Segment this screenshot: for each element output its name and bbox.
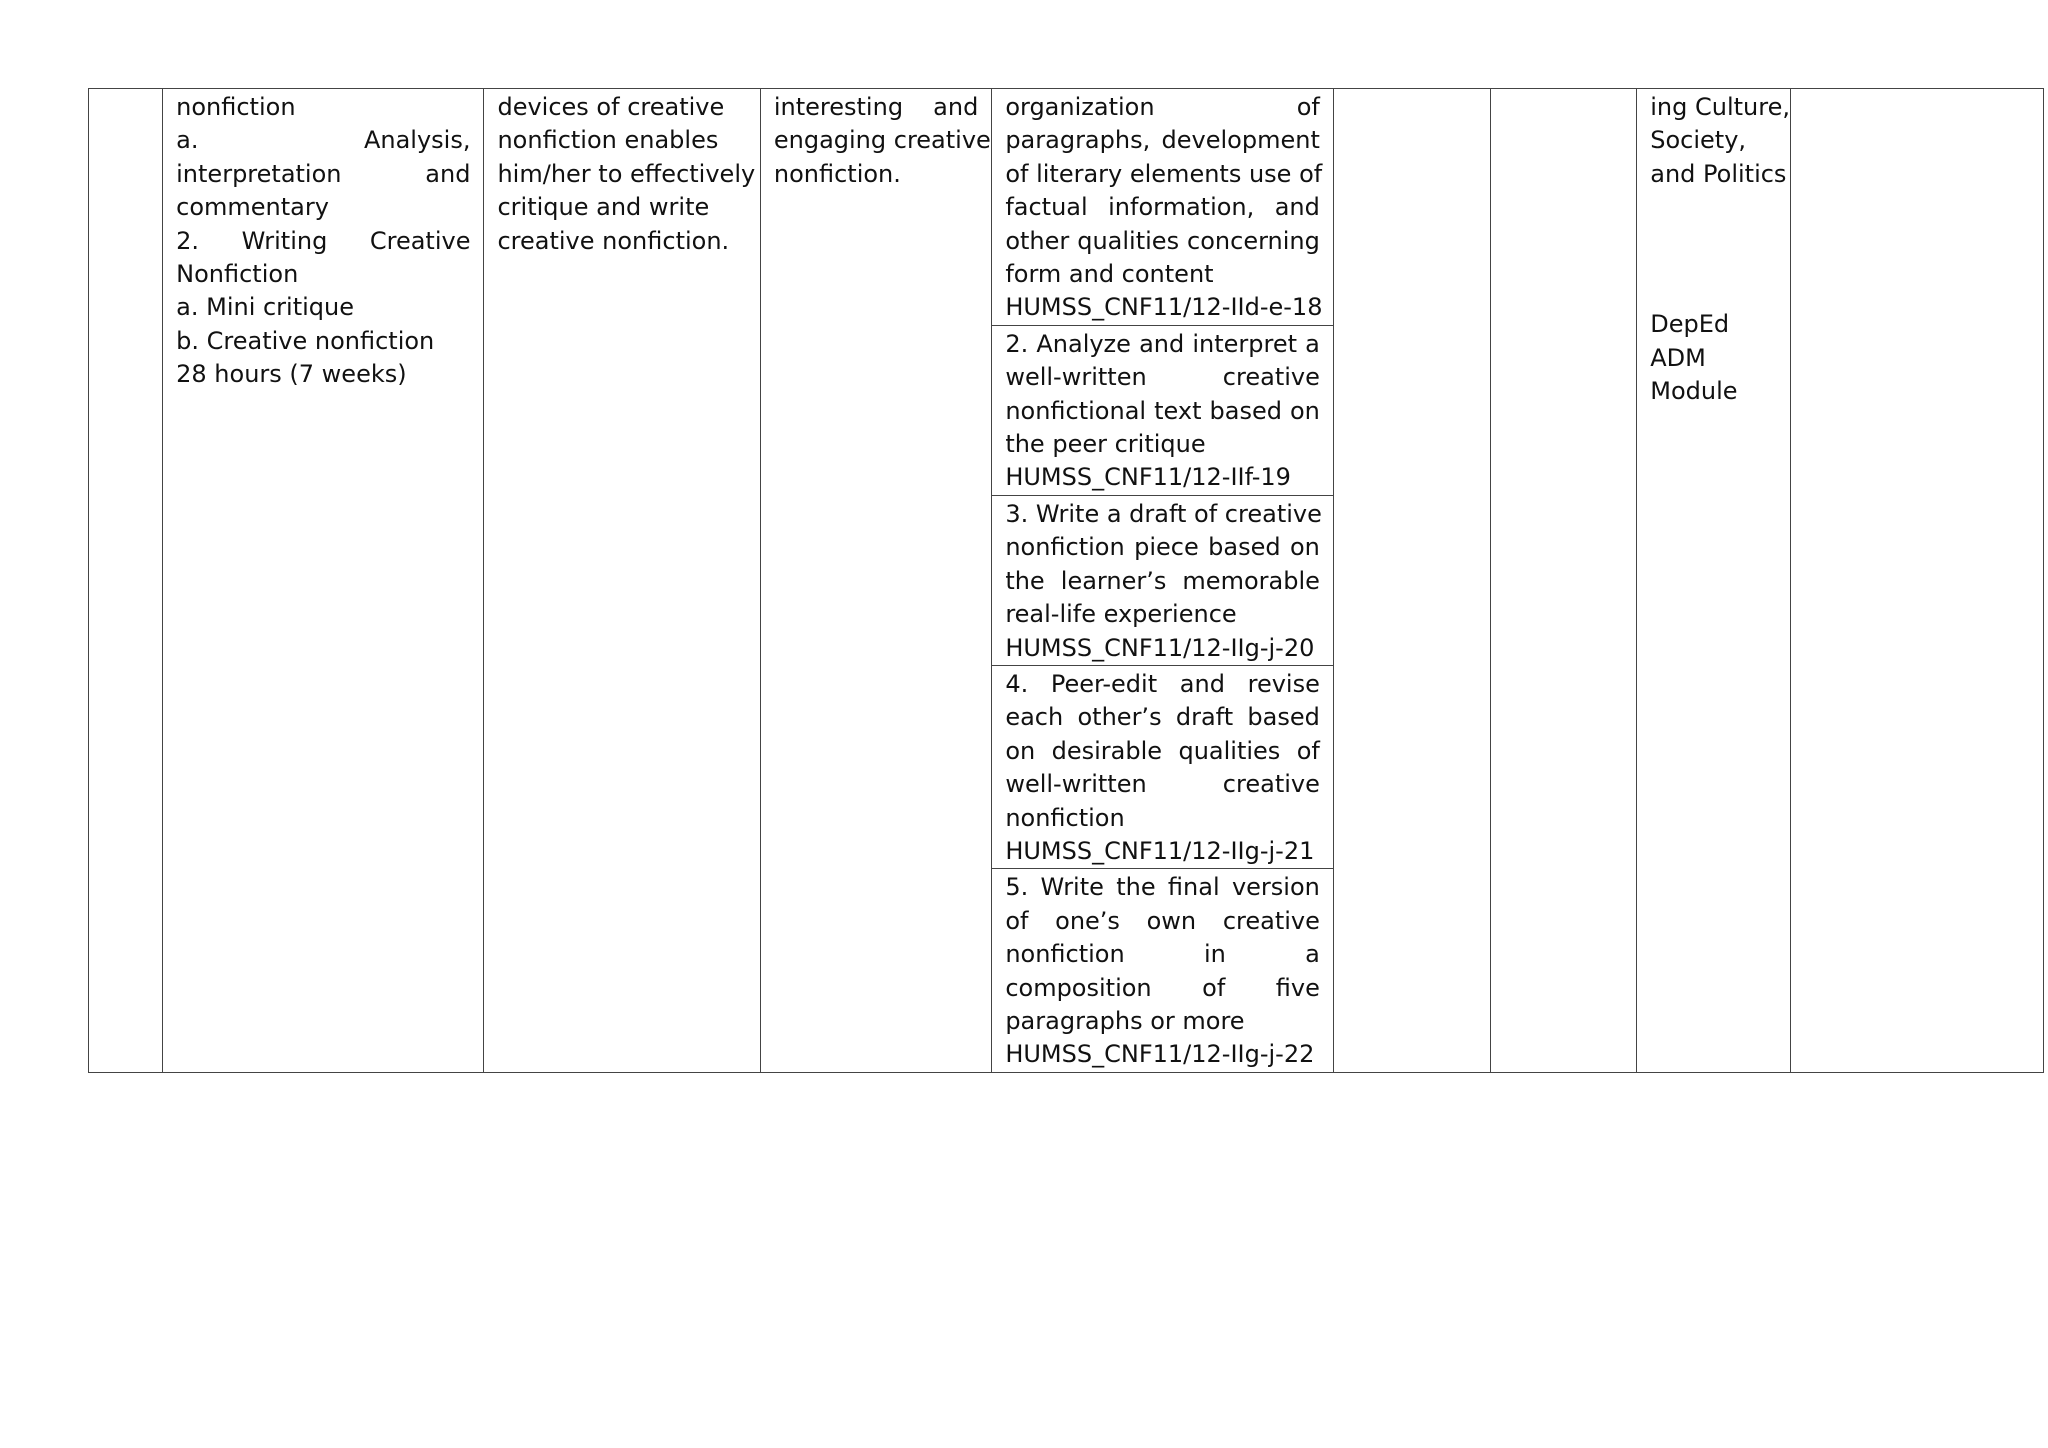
text-line: Module xyxy=(1650,377,1738,406)
text-line: nonfiction xyxy=(1005,803,1125,832)
competency-text xyxy=(1005,498,1320,632)
text-line: paragraphs or more xyxy=(1005,1006,1245,1035)
text-line: form and content xyxy=(1005,260,1214,289)
competency-code: HUMSS_CNF11/12-IIg-j-22 xyxy=(1005,1040,1315,1069)
text-line: nonfiction enables xyxy=(497,126,719,155)
text-line: nonfictional text based on xyxy=(1005,396,1320,425)
competency-text xyxy=(1005,91,1323,291)
text-line: interpretation and xyxy=(176,159,471,188)
text-line: paragraphs, development xyxy=(1005,126,1320,155)
text-line: 2. Writing Creative xyxy=(176,226,471,255)
text-line: nonfiction in a xyxy=(1005,940,1320,969)
text-line: other qualities concerning xyxy=(1005,226,1320,255)
competency-text xyxy=(1005,328,1320,462)
resources-top-text xyxy=(1650,91,1790,191)
text-line: engaging creative xyxy=(773,126,991,155)
competency-code: HUMSS_CNF11/12-IIg-j-20 xyxy=(1005,633,1315,662)
text-line: a. Analysis, xyxy=(176,126,471,155)
competency-code: HUMSS_CNF11/12-IIf-19 xyxy=(1005,463,1291,492)
text-line: devices of creative xyxy=(497,93,725,121)
competency-code: HUMSS_CNF11/12-IIg-j-21 xyxy=(1005,836,1315,865)
text-line: ADM xyxy=(1650,343,1706,372)
text-line: composition of five xyxy=(1005,973,1320,1002)
resources-cell xyxy=(1637,89,1791,1073)
text-line: the learner’s memorable xyxy=(1005,566,1320,595)
text-line: the peer critique xyxy=(1005,430,1206,459)
text-line: 3. Write a draft of creative xyxy=(1005,499,1322,528)
competency-text xyxy=(1005,668,1320,835)
competency-text xyxy=(1005,871,1320,1038)
text-line: ing Culture, xyxy=(1650,93,1790,121)
text-line: well-written creative xyxy=(1005,363,1320,392)
resources-bottom-text xyxy=(1650,308,1777,408)
content-cell xyxy=(163,89,484,1073)
text-line: factual information, and xyxy=(1005,193,1320,222)
text-line: of one’s own creative xyxy=(1005,906,1320,935)
text-line: nonfiction. xyxy=(773,159,901,188)
text-line: 28 hours (7 weeks) xyxy=(176,360,407,389)
text-line: DepEd xyxy=(1650,310,1730,339)
text-line: Society, xyxy=(1650,126,1747,155)
content-standard-text xyxy=(497,91,756,258)
text-line: organization of xyxy=(1005,93,1320,121)
text-line: 4. Peer-edit and revise xyxy=(1005,669,1320,698)
text-line: well-written creative xyxy=(1005,770,1320,799)
text-line: Nonfiction xyxy=(176,260,299,289)
text-line: and Politics xyxy=(1650,159,1787,188)
performance-standard-text xyxy=(773,91,991,191)
competency-code: HUMSS_CNF11/12-IId-e-18 xyxy=(1005,293,1323,322)
performance-standard-cell xyxy=(760,89,991,1073)
competency-cell xyxy=(992,89,1334,326)
text-line: on desirable qualities of xyxy=(1005,736,1320,765)
column-9-cell xyxy=(1791,89,2044,1073)
competency-cell xyxy=(992,869,1334,1072)
competency-cell xyxy=(992,665,1334,868)
competency-cell xyxy=(992,495,1334,665)
curriculum-table xyxy=(88,88,2044,1073)
text-line: commentary xyxy=(176,193,329,222)
content-text xyxy=(176,91,470,392)
text-line: critique and write xyxy=(497,193,710,222)
text-line: real-life experience xyxy=(1005,600,1237,629)
content-standard-cell xyxy=(484,89,760,1073)
text-line: 2. Analyze and interpret a xyxy=(1005,329,1320,358)
text-line: each other’s draft based xyxy=(1005,703,1320,732)
text-line: of literary elements use of xyxy=(1005,159,1323,188)
text-line: nonfiction xyxy=(176,93,296,121)
text-line: a. Mini critique xyxy=(176,293,355,322)
competency-cell xyxy=(992,325,1334,495)
resources-gap xyxy=(1650,191,1777,308)
text-line: interesting and xyxy=(773,93,979,121)
column-7-cell xyxy=(1491,89,1637,1073)
quarter-cell xyxy=(89,89,163,1073)
text-line: him/her to effectively xyxy=(497,159,756,188)
column-6-cell xyxy=(1333,89,1490,1073)
text-line: b. Creative nonfiction xyxy=(176,326,435,355)
text-line: creative nonfiction. xyxy=(497,226,730,255)
text-line: 5. Write the final version xyxy=(1005,873,1320,902)
table-row xyxy=(89,89,2044,326)
text-line: nonfiction piece based on xyxy=(1005,533,1320,562)
